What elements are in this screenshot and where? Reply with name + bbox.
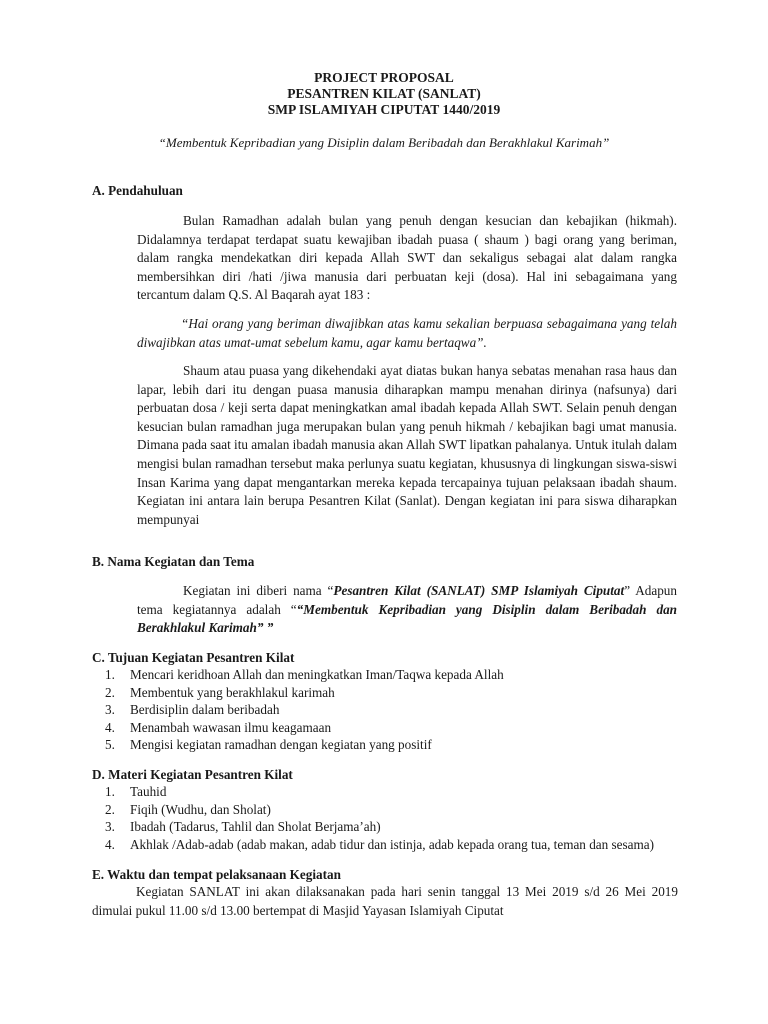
section-a-paragraph-1: Bulan Ramadhan adalah bulan yang penuh dengan kesucian dan kebajikan (hikmah). Didalamnya terdapat terdapat suatu kewajiban ibadah puasa ( shaum ) bagi orang yang beriman, dalam rangka mendekatkan diri kepada Allah SWT dan sekaligus sebagai alat dalam rangka membersihkan diri /hati /jiwa manusia dari perbuatan keji (dosa). Hal ini sebagaimana yang tercantum dalam Q.S. Al Baqarah ayat 183 : — [137, 213, 677, 303]
list-item: 1. Tauhid — [105, 784, 167, 799]
section-b-text-1: Kegiatan ini diberi nama “ — [183, 583, 334, 598]
title-line-1: PROJECT PROPOSAL — [314, 70, 454, 85]
list-item: 3. Berdisiplin dalam beribadah — [105, 702, 280, 717]
list-item: 4. Menambah wawasan ilmu keagamaan — [105, 719, 332, 735]
section-d-heading: D. Materi Kegiatan Pesantren Kilat — [92, 767, 293, 782]
section-e-heading: E. Waktu dan tempat pelaksanaan Kegiatan — [92, 867, 341, 882]
list-item: 4. Akhlak /Adab-adab (adab makan, adab tidur dan istinja, adab kepada orang tua, teman dan sesama) — [105, 836, 655, 852]
activity-theme: “Membentuk Kepribadian yang Disiplin dalam Beribadah dan Berakhlakul Karimah” ” — [137, 601, 677, 636]
tagline: “Membentuk Kepribadian yang Disiplin dalam Beribadah dan Berakhlakul Karimah” — [158, 135, 610, 150]
document-title — [0, 70, 768, 118]
title-line-2: PESANTREN KILAT (SANLAT) — [287, 86, 481, 101]
section-a-paragraph-2: Shaum atau puasa yang dikehendaki ayat diatas bukan hanya sebatas menahan rasa haus dan lapar, lebih dari itu dengan puasa manusia diharapkan mampu menahan dirinya (nafsunya) dari perbuatan dosa / keji serta dapat meningkatkan amal ibadah kepada Allah SWT. Selain penuh dengan kesucian bulan ramadhan juga merupakan bulan yang penuh hikmah / kebajikan bagi umat manusia. Dimana pada saat itu amalan ibadah manusia akan Allah SWT lipatkan pahalanya. Untuk itulah dalam mengisi bulan ramadhan tersebut maka perlunya suatu kegiatan, khususnya di lingkungan siswa-siswi Insan Karima yang dapat mengantarkan mereka kepada tercapainya tujuan pelaksaan ibadah shaum. Kegiatan ini antara lain berupa Pesantren Kilat (Sanlat). Dengan kegiatan ini para siswa diharapkan mempunyai — [137, 363, 677, 527]
section-b-paragraph — [137, 582, 677, 638]
list-item: 1. Mencari keridhoan Allah dan meningkatkan Iman/Taqwa kepada Allah — [105, 667, 504, 682]
section-a-quote: “Hai orang yang beriman diwajibkan atas kamu sekalian berpuasa sebagaimana yang telah diwajibkan atas umat-umat sebelum kamu, agar kamu bertaqwa”. — [137, 316, 677, 350]
section-b-heading: B. Nama Kegiatan dan Tema — [92, 554, 255, 569]
list-item: 3. Ibadah (Tadarus, Tahlil dan Sholat Berjama’ah) — [105, 819, 381, 834]
section-b-text-2: ” Adapun tema kegiatannya adalah “ — [137, 583, 677, 617]
section-a-heading: A. Pendahuluan — [92, 183, 183, 198]
title-line-3: SMP ISLAMIYAH CIPUTAT 1440/2019 — [267, 102, 501, 117]
list-item: 2. Membentuk yang berakhlakul karimah — [105, 684, 335, 700]
section-c-heading: C. Tujuan Kegiatan Pesantren Kilat — [92, 650, 295, 665]
activity-name: Pesantren Kilat (SANLAT) SMP Islamiyah Ciputat — [333, 583, 625, 598]
materials-list — [92, 783, 682, 853]
goals-list — [92, 666, 682, 754]
list-item: 5. Mengisi kegiatan ramadhan dengan kegiatan yang positif — [105, 737, 432, 752]
list-item: 2. Fiqih (Wudhu, dan Sholat) — [105, 801, 271, 817]
section-e-paragraph: Kegiatan SANLAT ini akan dilaksanakan pada hari senin tanggal 13 Mei 2019 s/d 26 Mei 2019 dimulai pukul 11.00 s/d 13.00 bertempat di Masjid Yayasan Islamiyah Ciputat — [92, 884, 678, 918]
